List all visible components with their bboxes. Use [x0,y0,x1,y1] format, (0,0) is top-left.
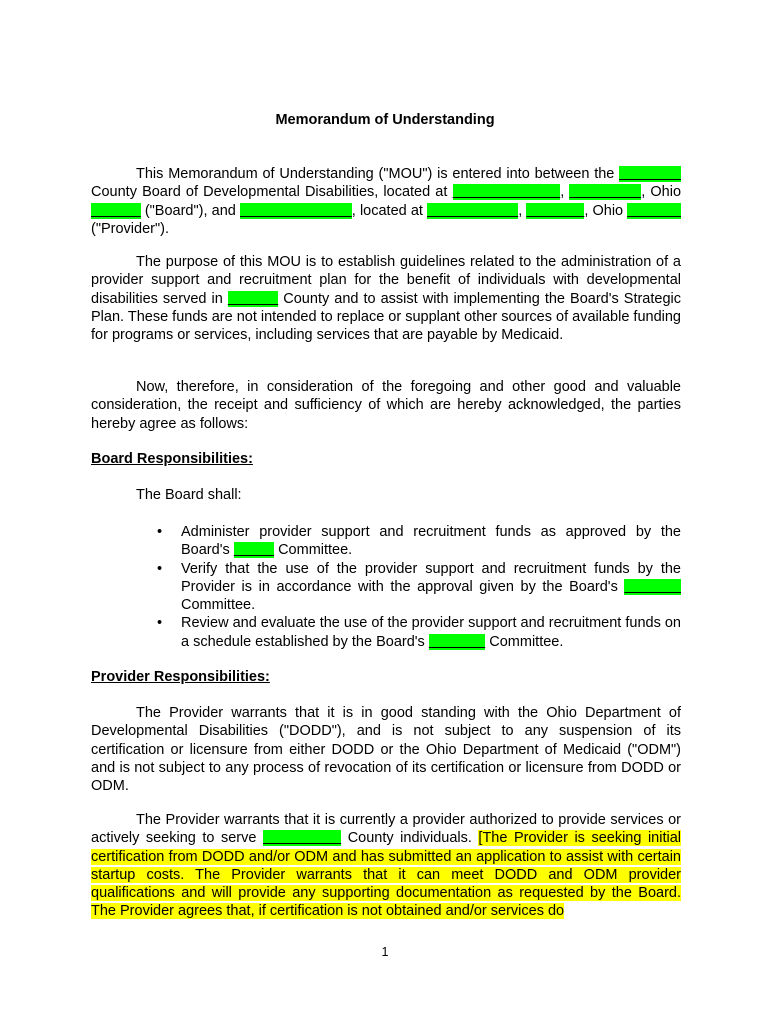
blank-county-name[interactable] [619,166,681,182]
intro-text: This Memorandum of Understanding ("MOU") is entered into between the [136,166,620,182]
intro-text: , Ohio [641,184,682,201]
highlighted-optional-text: [The Provider is seeking initial certification from DODD and/or ODM and has submitted an application to assist with certain startup costs. The Provider warrants that it can meet DODD and ODM provider qualifications and will provide any supporting documentation as requested by the Board. The Provider agrees that, if certification is not obtained and/or services do [91,830,681,920]
provider-standing-paragraph: The Provider warrants that it is in good standing with the Ohio Department of Developmental Disabilities ("DODD"), and is not subject to any suspension of its certification or licensure from either DODD or the Ohio Department of Medicaid ("ODM") and is not subject to any process of revocation of its certification or licensure from DODD or ODM. [91,705,681,795]
blank-board-city[interactable] [569,184,641,200]
purpose-paragraph [91,253,681,344]
provider-responsibilities-heading: Provider Responsibilities: [91,669,270,685]
blank-provider-zip[interactable] [627,203,681,219]
page-number: 1 [381,945,389,959]
bullet-icon: • [157,615,163,632]
blank-provider-city[interactable] [526,203,584,219]
provider-authorization-paragraph: The Provider warrants that it is currently a provider authorized to provide services or actively seeking to serve County individuals. [The Provider is seeking initial certification from DODD and/or ODM and has submitted an application to assist with certain startup costs. The Provider warrants that it can meet DODD and ODM provider qualifications and will provide any supporting documentation as requested by the Board. The Provider agrees that, if certification is not obtained and/or services do [91,812,681,920]
bullet-icon: • [157,560,163,577]
intro-text: County Board of Developmental Disabilities, located at [91,184,453,201]
blank-provider-name[interactable] [240,203,352,219]
intro-text: , Ohio [584,202,628,219]
intro-text: , [518,202,527,219]
blank-served-county[interactable] [263,830,341,846]
blank-committee-name[interactable] [624,579,681,595]
purpose-text: The purpose of this MOU is to establish guidelines related to the administration of a provider support and recruitment plan for the benefit of individuals with developmental disabilities served in [91,254,681,307]
board-responsibilities-list [91,523,681,651]
blank-board-street-address[interactable] [453,184,561,200]
list-item: • Administer provider support and recruitment funds as approved by the Board's Committee. [157,524,681,559]
board-shall-line: The Board shall: [136,487,242,503]
blank-served-county[interactable] [228,291,278,307]
intro-text: ("Board"), and [140,202,240,219]
intro-text: , located at [351,202,428,219]
purpose-text: County and to assist with implementing the Board's Strategic Plan. These funds are not intended to replace or supplant other sources of available funding for programs or services, including services that are payable by Medicaid. [91,290,681,344]
blank-committee-name[interactable] [429,634,485,650]
intro-text: , [560,184,570,201]
intro-paragraph [91,165,681,238]
list-item: • Verify that the use of the provider support and recruitment funds by the Provider is in accordance with the approval given by the Board's Committee. [157,560,681,614]
bullet-icon: • [157,524,163,540]
blank-committee-name[interactable] [234,542,274,558]
list-item: • Review and evaluate the use of the provider support and recruitment funds on a schedule established by the Board's Committee. [157,615,681,650]
document-title: Memorandum of Understanding [275,112,495,128]
consideration-paragraph: Now, therefore, in consideration of the foregoing and other good and valuable consideration, the receipt and sufficiency of which are hereby acknowledged, the parties hereby agree as follows: [91,379,681,432]
board-responsibilities-heading: Board Responsibilities: [91,451,253,467]
intro-text: ("Provider"). [91,220,169,237]
blank-board-zip[interactable] [91,203,141,219]
blank-provider-street-address[interactable] [427,203,518,219]
